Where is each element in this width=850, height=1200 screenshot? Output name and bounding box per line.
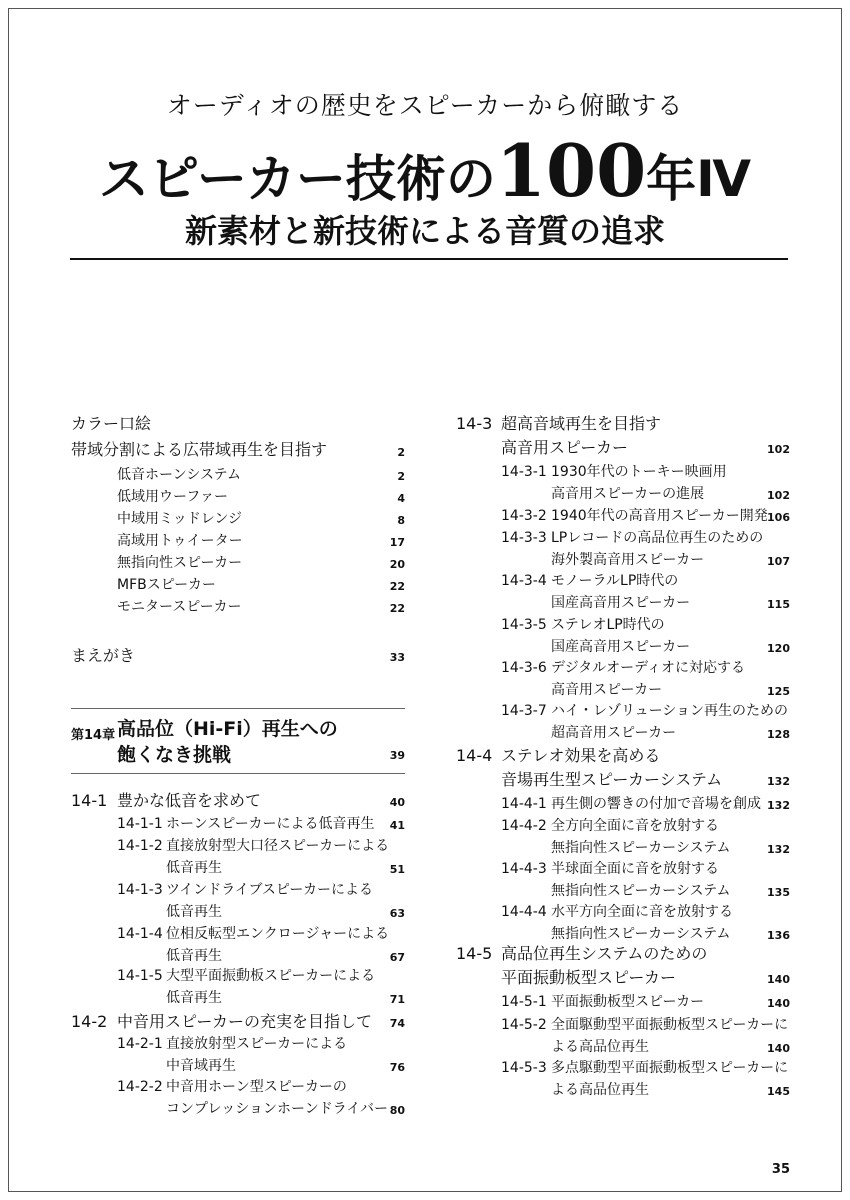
- toc-entry-title[interactable]: 無指向性スピーカー: [117, 555, 243, 571]
- toc-entry-title-cont[interactable]: コンプレッションホーンドライバー: [166, 1101, 389, 1117]
- toc-entry-title[interactable]: 全面駆動型平面振動板型スピーカーに: [551, 1017, 789, 1033]
- chapter-title-line1[interactable]: 高品位（Hi-Fi）再生への: [117, 718, 338, 740]
- toc-entry-title[interactable]: 低音ホーンシステム: [117, 467, 241, 483]
- toc-entry-title-cont[interactable]: 高音用スピーカーの進展: [551, 486, 705, 502]
- toc-entry-title[interactable]: 帯域分割による広帯域再生を目指す: [71, 440, 328, 459]
- toc-entry-title-cont[interactable]: 国産高音用スピーカー: [551, 639, 691, 655]
- toc-entry-title-cont[interactable]: 音場再生型スピーカーシステム: [501, 770, 723, 789]
- toc-entry-title[interactable]: 超高音域再生を目指す: [501, 414, 662, 433]
- toc-entry-title[interactable]: 中音用ホーン型スピーカーの: [166, 1079, 347, 1095]
- toc-entry-page: 74: [389, 1017, 405, 1030]
- toc-entry-page: 128: [767, 728, 790, 741]
- toc-entry-title[interactable]: 中域用ミッドレンジ: [117, 511, 243, 527]
- toc-entry-title[interactable]: モニタースピーカー: [117, 599, 242, 615]
- toc-entry-page: 140: [767, 1042, 790, 1055]
- chapter-rule-bottom: [71, 773, 405, 774]
- toc-section-num: 14-5-3: [501, 1060, 547, 1076]
- toc-entry-page: 8: [397, 514, 405, 527]
- toc-entry-title[interactable]: MFBスピーカー: [117, 577, 216, 593]
- toc-entry-title-cont[interactable]: 低音再生: [166, 860, 222, 876]
- toc-section-num: 14-1-1: [117, 816, 163, 832]
- toc-entry-title[interactable]: 低域用ウーファー: [117, 489, 229, 505]
- toc-entry-title[interactable]: 再生側の響きの付加で音場を創成: [551, 796, 761, 812]
- toc-entry-page: 4: [397, 492, 405, 505]
- toc-entry-title-cont[interactable]: 国産高音用スピーカー: [551, 595, 691, 611]
- toc-entry-title-cont[interactable]: 超高音用スピーカー: [551, 725, 677, 741]
- toc-section-num: 14-5-1: [501, 994, 547, 1010]
- toc-entry-page: 2: [397, 446, 405, 459]
- toc-entry-page: 22: [389, 602, 405, 615]
- toc-section-num: 14-5: [456, 944, 493, 963]
- title-rule: [70, 258, 788, 260]
- toc-entry-title-cont[interactable]: 高音用スピーカー: [501, 438, 629, 457]
- toc-entry-page: 132: [767, 843, 790, 856]
- toc-section-num: 14-4-4: [501, 904, 547, 920]
- toc-entry-title[interactable]: ツインドライブスピーカーによる: [166, 882, 374, 898]
- toc-entry-page: 136: [767, 929, 790, 942]
- toc-entry-title[interactable]: ホーンスピーカーによる低音再生: [166, 816, 375, 832]
- toc-entry-title[interactable]: 高域用トゥイーター: [117, 533, 243, 549]
- toc-entry-title-cont[interactable]: 平面振動板型スピーカー: [501, 968, 677, 987]
- toc-entry-page: 76: [389, 1061, 405, 1074]
- toc-section-num: 14-1-3: [117, 882, 163, 898]
- book-title-part2: 年Ⅳ: [646, 150, 752, 208]
- preface-title[interactable]: まえがき: [71, 646, 136, 665]
- toc-entry-title[interactable]: 1940年代の高音用スピーカー開発: [551, 508, 768, 524]
- toc-entry-title[interactable]: 高品位再生システムのための: [501, 944, 708, 963]
- toc-entry-page: 51: [389, 863, 405, 876]
- book-title: [0, 124, 850, 218]
- toc-entry-title-cont[interactable]: 海外製高音用スピーカー: [551, 552, 705, 568]
- toc-section-num: 14-3-6: [501, 660, 547, 676]
- toc-section-num: 14-2-1: [117, 1036, 163, 1052]
- toc-entry-title[interactable]: 中音用スピーカーの充実を目指して: [117, 1012, 373, 1031]
- toc-entry-page: 102: [767, 443, 790, 456]
- toc-entry-page: 120: [767, 642, 790, 655]
- toc-section-num: 14-3-7: [501, 703, 547, 719]
- toc-entry-page: 145: [767, 1085, 790, 1098]
- toc-section-num: 14-1-2: [117, 838, 163, 854]
- toc-entry-page: 40: [389, 796, 405, 809]
- toc-entry-title[interactable]: モノーラルLP時代の: [551, 573, 679, 589]
- toc-entry-title[interactable]: 多点駆動型平面振動板型スピーカーに: [551, 1060, 789, 1076]
- toc-section-num: 14-3-1: [501, 464, 547, 480]
- book-kicker: オーディオの歴史をスピーカーから俯瞰する: [166, 91, 684, 120]
- toc-entry-title-cont[interactable]: 高音用スピーカー: [551, 682, 663, 698]
- toc-entry-title[interactable]: 直接放射型スピーカーによる: [166, 1036, 348, 1052]
- toc-entry-page: 71: [389, 993, 405, 1006]
- color-section-heading[interactable]: カラー口絵: [71, 414, 152, 433]
- toc-entry-page: 135: [767, 886, 790, 899]
- toc-entry-title-cont[interactable]: よる高品位再生: [551, 1082, 649, 1098]
- toc-section-num: 14-1-4: [117, 926, 163, 942]
- toc-entry-page: 80: [389, 1104, 405, 1117]
- toc-entry-page: 22: [389, 580, 405, 593]
- toc-entry-title-cont[interactable]: 中音域再生: [166, 1058, 236, 1074]
- toc-entry-title[interactable]: ハイ・レゾリューション再生のための: [551, 703, 789, 719]
- toc-section-num: 14-3-4: [501, 573, 547, 589]
- toc-section-num: 14-4-3: [501, 861, 547, 877]
- toc-entry-page: 106: [767, 511, 790, 524]
- toc-entry-title[interactable]: 大型平面振動板スピーカーによる: [166, 968, 376, 984]
- toc-entry-page: 2: [397, 470, 405, 483]
- book-subtitle: 新素材と新技術による音質の追求: [184, 212, 665, 250]
- toc-entry-title[interactable]: 平面振動板型スピーカー: [551, 994, 705, 1010]
- toc-section-num: 14-5-2: [501, 1017, 547, 1033]
- toc-section-num: 14-1: [71, 791, 108, 810]
- chapter-title-line2[interactable]: 飽くなき挑戦: [117, 744, 232, 766]
- toc-entry-title[interactable]: 水平方向全面に音を放射する: [551, 904, 733, 920]
- toc-entry-title-cont[interactable]: 無指向性スピーカーシステム: [551, 840, 731, 856]
- toc-entry-page: 107: [767, 555, 790, 568]
- page-number: 35: [771, 1162, 790, 1177]
- toc-entry-page: 140: [767, 973, 790, 986]
- toc-entry-page: 41: [389, 819, 405, 832]
- toc-entry-page: 125: [767, 685, 790, 698]
- book-title-part1: スピーカー技術の: [98, 150, 496, 208]
- toc-entry-title[interactable]: ステレオ効果を高める: [501, 746, 661, 765]
- toc-section-num: 14-1-5: [117, 968, 163, 984]
- toc-entry-title[interactable]: 直接放射型大口径スピーカーによる: [166, 838, 390, 854]
- toc-entry-title[interactable]: デジタルオーディオに対応する: [551, 660, 746, 676]
- chapter-rule-top: [71, 708, 405, 709]
- toc-entry-page: 39: [389, 749, 405, 762]
- book-title-number: 100: [495, 128, 647, 213]
- toc-section-num: 14-4: [456, 746, 493, 765]
- toc-section-num: 14-3-2: [501, 508, 547, 524]
- toc-entry-title-cont[interactable]: 低音再生: [166, 948, 222, 964]
- toc-entry-title-cont[interactable]: 低音再生: [166, 990, 222, 1006]
- toc-entry-title[interactable]: 位相反転型エンクロージャーによる: [166, 926, 390, 942]
- toc-entry-title-cont[interactable]: よる高品位再生: [551, 1039, 649, 1055]
- toc-section-num: 14-2-2: [117, 1079, 163, 1095]
- toc-section-num: 14-3: [456, 414, 493, 433]
- toc-entry-page: 67: [389, 951, 405, 964]
- toc-entry-page: 115: [767, 598, 790, 611]
- toc-entry-title-cont[interactable]: 無指向性スピーカーシステム: [551, 883, 731, 899]
- toc-entry-title[interactable]: LPレコードの高品位再生のための: [551, 530, 764, 546]
- toc-entry-page: 17: [389, 536, 405, 549]
- toc-entry-title[interactable]: 全方向全面に音を放射する: [551, 818, 719, 834]
- toc-section-num: 14-4-2: [501, 818, 547, 834]
- toc-entry-page: 20: [389, 558, 405, 571]
- toc-entry-title-cont[interactable]: 低音再生: [166, 904, 222, 920]
- toc-entry-page: 140: [767, 997, 790, 1010]
- toc-entry-title[interactable]: ステレオLP時代の: [551, 617, 665, 633]
- toc-entry-page: 33: [389, 651, 405, 664]
- toc-entry-title-cont[interactable]: 無指向性スピーカーシステム: [551, 926, 731, 942]
- toc-entry-page: 63: [389, 907, 405, 920]
- toc-entry-page: 102: [767, 489, 790, 502]
- toc-section-num: 14-3-5: [501, 617, 547, 633]
- toc-entry-title[interactable]: 豊かな低音を求めて: [117, 791, 262, 810]
- toc-entry-title[interactable]: 1930年代のトーキー映画用: [551, 464, 727, 480]
- toc-entry-page: 132: [767, 799, 790, 812]
- toc-section-num: 14-2: [71, 1012, 108, 1031]
- toc-entry-title[interactable]: 半球面全面に音を放射する: [551, 861, 719, 877]
- toc-section-num: 14-4-1: [501, 796, 547, 812]
- toc-section-num: 14-3-3: [501, 530, 547, 546]
- toc-entry-page: 132: [767, 775, 790, 788]
- chapter-label: 第14章: [71, 728, 116, 743]
